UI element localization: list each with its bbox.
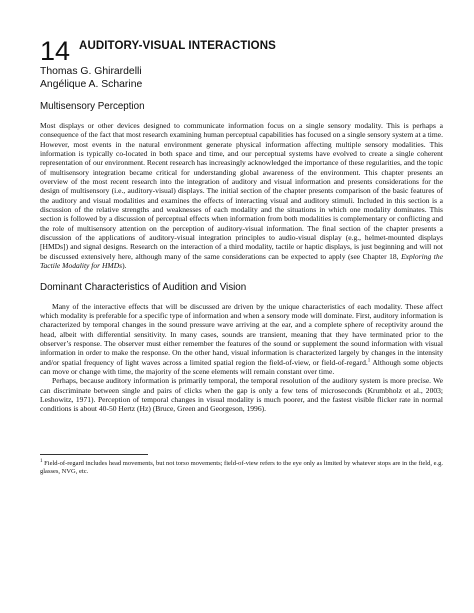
body-paragraph: Most displays or other devices designed to communicate information focus on a single sensory modality. This is perhaps a consequence of the fact that most research examining human perceptual capabilities has focused on a single sensory system at a time. However, most events in the natural environment generate physical information affecting multiple sensory modalities. This information is typically co-located in both space and time, and our perceptual systems have evolved to create a single coherent representation of our environment. Recent research has increasingly acknowledged the importance of these regularities, and the topic of multisensory integration became critical for understanding global awareness of the environment. This chapter presents an overview of the most recent research into the integration of auditory and visual information and presents considerations for the design of multisensory (i.e., auditory-visual) displays. The initial section of the chapter presents comparison of the basic features of the auditory and visual modalities and examines the effects of interacting visual and auditory stimuli. Included in this section is a discussion of the relative strengths and weaknesses of each modality and the situations in which one modality dominates. This section is followed by a discussion of perceptual effects when information from both modalities is complementary or conflicting and the role of multisensory attention on the perception of auditory-visual information. The final section of the chapter presents a discussion of the applications of auditory-visual integration principles to audio-visual display (e.g., helmet-mounted displays [HMDs]) and signal designs. Research on the interaction of a third modality, tactile or haptic displays, is just beginning and will not be discussed extensively here, although many of the same considerations can be expected to apply (see Chapter 18, Exploring the Tactile Modality for HMDs). [40, 121, 443, 271]
footnote-number: 1 [40, 458, 43, 464]
footnote-marker: 1 [367, 358, 371, 364]
body-paragraph: Perhaps, because auditory information is primarily temporal, the temporal resolution of the auditory system is more precise. We can discriminate between single and pairs of clicks when the gap is only a few tens of microseconds (Krumbholz et al., 2003; Leshowitz, 1971). Perception of temporal changes in visual modality is much poorer, and the fastest visible flicker rate in normal conditions is about 40-50 Hertz (Hz) (Bruce, Green and Georgeson, 1996). [40, 376, 443, 414]
section-heading: Dominant Characteristics of Audition and Vision [40, 281, 247, 293]
body-paragraph: Many of the interactive effects that will be discussed are driven by the unique characteristics of each modality. These affect which modality is preferable for a specific type of information and when a sensory mode will dominate. First, auditory information is characterized by temporal changes in the sound pressure wave arriving at the ear, and a complete sphere of receptivity around the head, albeit with differential sensitivity. In many cases, sounds are transient, meaning that they have terminated prior to the observer’s response. The observer must either remember the features of the sound or supplement the sound information with visual information in order to make the response. On the other hand, visual information is characterized largely by changes in the intensity and/or spatial frequency of light waves across a limited spatial region the field-of-view, or field-of-regard.$^1$ Although some objects can move or change with time, the majority of the scene elements will remain constant over time. [40, 301, 443, 376]
footnote-divider [40, 454, 148, 455]
document-page [40, 34, 443, 476]
chapter-header [40, 34, 443, 64]
chapter-number: 14 [40, 36, 71, 66]
footnote: $^1$ Field-of-regard includes head movements, but not torso movements; field-of-view refers to the eye only as limited by whatever stops are in the field, e.g. glasses, NVG, etc. [40, 458, 443, 475]
section-heading: Multisensory Perception [40, 101, 145, 112]
author-name: Thomas G. Ghirardelli [40, 66, 142, 77]
chapter-title: AUDITORY-VISUAL INTERACTIONS [79, 40, 276, 52]
chapter-reference: Exploring the Tactile Modality for HMDs [40, 251, 443, 271]
author-list [40, 66, 443, 91]
author-name: Angélique A. Scharine [40, 78, 143, 90]
